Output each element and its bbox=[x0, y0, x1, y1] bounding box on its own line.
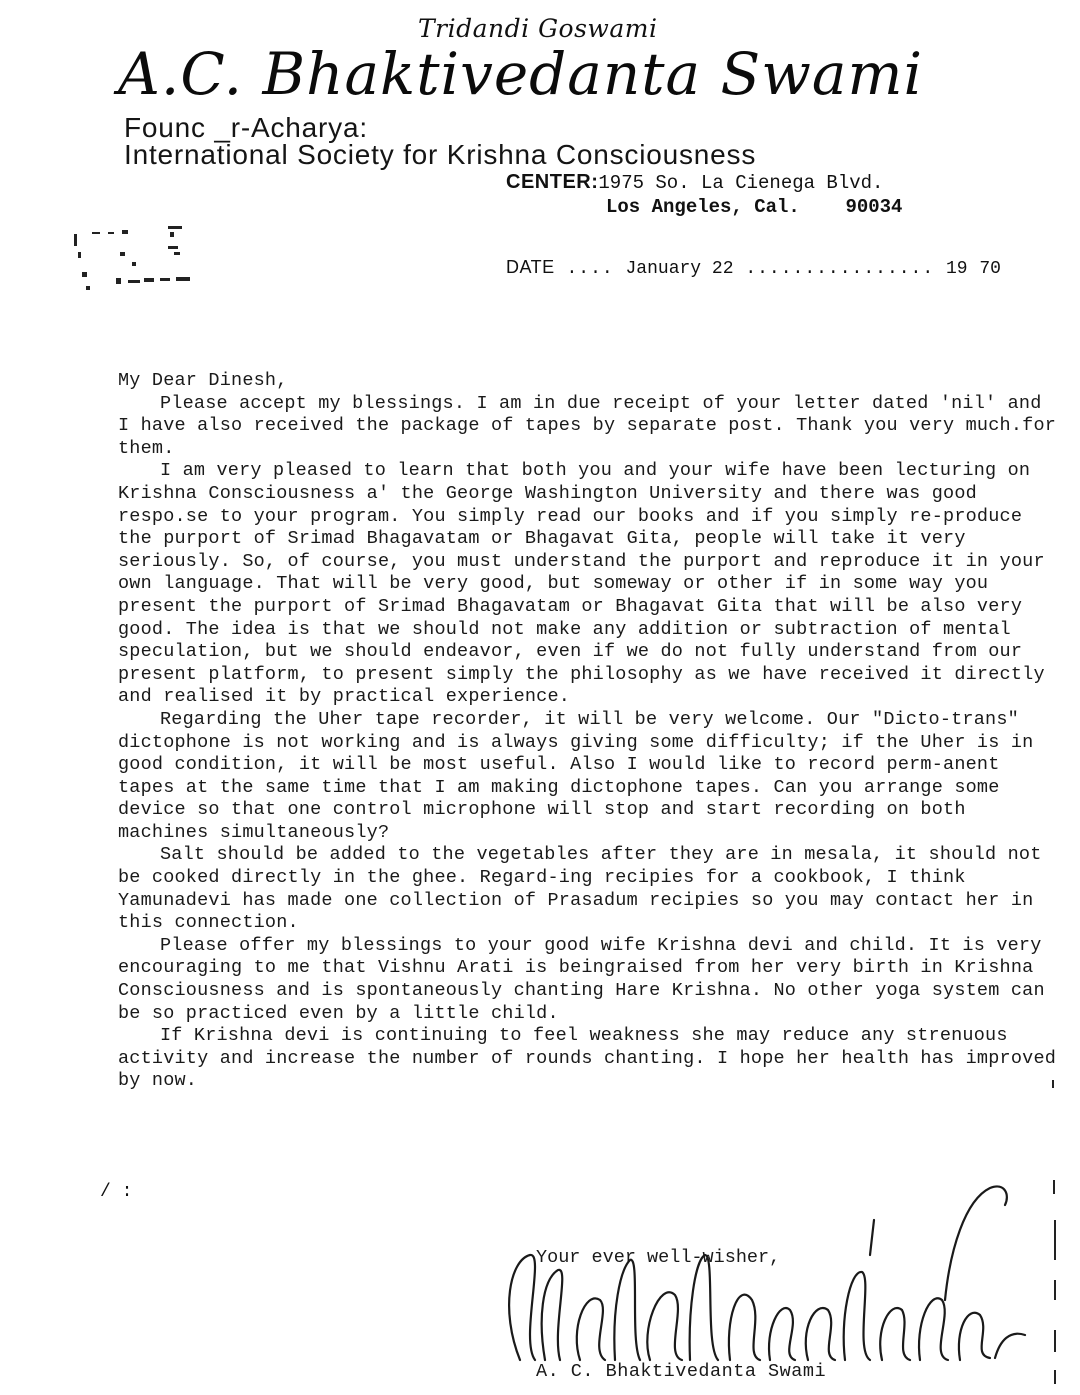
date-dots-3 bbox=[968, 259, 980, 279]
signature bbox=[490, 1160, 1050, 1385]
margin-tick-marks bbox=[1040, 1070, 1070, 1390]
letter-closing: Your ever well-wisher, bbox=[536, 1247, 781, 1268]
date-dots-2: ................ bbox=[733, 259, 946, 279]
letter-greeting: My Dear Dinesh, bbox=[118, 370, 288, 391]
letter-paragraph-2: I am very pleased to learn that both you and your wife have been lecturing on Krishna Consciousness a' the George Washington University and there was good respo.se to your program. You simply read our books and if you simply re-produce the purport of Srimad Bhagavatam or Bhagavat Gita, people will take it very seriously. So, of course, you must understand the purport and reproduce it in your own language. That will be very good, but someway or other if in some way you present the purport of Srimad Bhagavatam or Bhagavat Gita that will be also very good. The idea is that we should not make any addition or subtraction of mental speculation, but we should endeavor, even if we do not fully understand from our present platform, to present simply the philosophy as we have received it directly and realised it by practical experience. bbox=[118, 460, 1045, 708]
letter-paragraph-4: Salt should be added to the vegetables after they are in mesala, it should not be cooked directly in the ghee. Regard-ing recipies for a cookbook, I think Yamunadevi has made one collection of Prasadum recipies so you may contact her in this connection. bbox=[118, 844, 1042, 934]
letter-paragraph-1: Please accept my blessings. I am in due receipt of your letter dated 'nil' and I have also received the package of tapes by separate post. Thank you very much.for them. bbox=[118, 392, 1057, 459]
letterhead-name: A.C. Bhaktivedanta Swami bbox=[118, 40, 924, 108]
date-month-day: January 22 bbox=[625, 259, 734, 279]
center-zip: 90034 bbox=[845, 196, 903, 218]
date-year-suffix: 70 bbox=[979, 259, 1001, 279]
letterhead-founder: Founc _r-Acharya: bbox=[124, 112, 368, 143]
letter-body bbox=[118, 370, 1058, 1093]
margin-mark: / : bbox=[100, 1182, 133, 1202]
date-label: DATE bbox=[506, 257, 555, 277]
date-dots: .... bbox=[554, 259, 626, 279]
typed-signature-name: A. C. Bhaktivedanta Swami bbox=[536, 1361, 827, 1382]
letter-paragraph-3: Regarding the Uher tape recorder, it will be very welcome. Our "Dicto-trans" dictophone is not working and is always giving some difficulty; if the Uher is in good condition, it will be most useful. Also I would like to record perm-anent tapes at the same time that I am making dictophone tapes. Can you arrange some device so that one control microphone will stop and start recording on both machines simultaneously? bbox=[118, 708, 1034, 843]
center-address: 1975 So. La Cienega Blvd. bbox=[598, 172, 884, 194]
date-line bbox=[506, 257, 1001, 279]
center-address-block bbox=[506, 171, 946, 218]
center-city: Los Angeles, Cal. bbox=[606, 196, 800, 218]
center-label: CENTER: bbox=[506, 171, 599, 193]
letterhead-society: International Society for Krishna Consciousness bbox=[124, 139, 757, 170]
stamp-marks bbox=[72, 222, 202, 302]
letter-paragraph-6: If Krishna devi is continuing to feel weakness she may reduce any strenuous activity and increase the number of rounds chanting. I hope her health has improved by now. bbox=[118, 1025, 1057, 1092]
letter-paragraph-5: Please offer my blessings to your good wife Krishna devi and child. It is very encouraging to me that Vishnu Arati is beingraised from her very birth in Krishna Consciousness and is spontaneously chanting Hare Krishna. No other yoga system can be so practiced even by a little child. bbox=[118, 934, 1045, 1024]
letterhead-subtitle: Tridandi Goswami bbox=[418, 14, 658, 43]
date-year-prefix: 19 bbox=[945, 259, 968, 279]
